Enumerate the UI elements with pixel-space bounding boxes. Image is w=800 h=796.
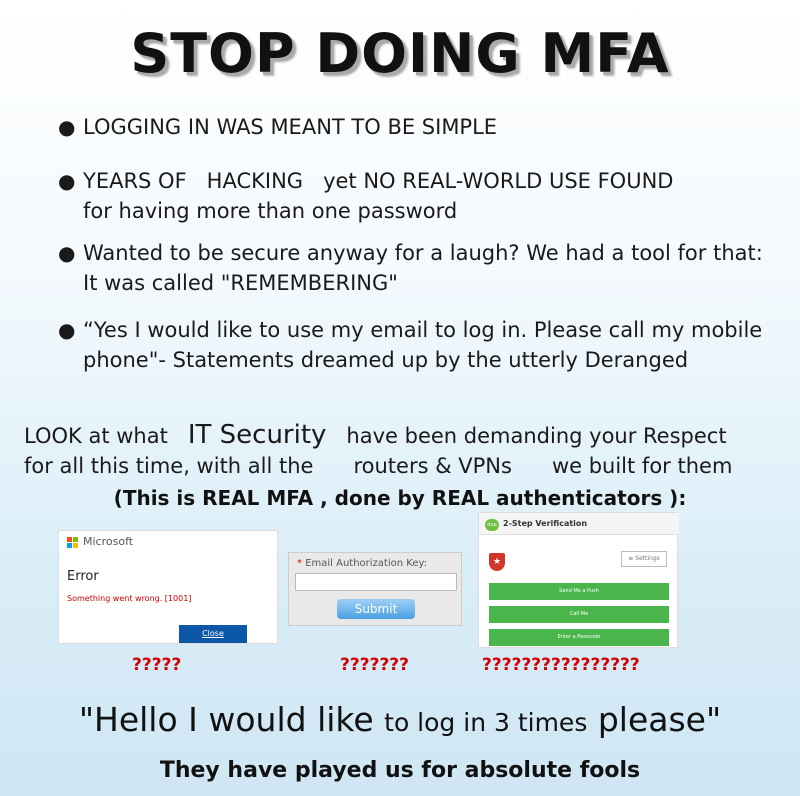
send-push-button[interactable]: Send Me a Push (489, 583, 669, 600)
question-marks: ????? (132, 655, 182, 675)
settings-icon: ≡ (628, 555, 634, 562)
page-title: STOP DOING MFA (130, 22, 670, 85)
hello-text: please" (597, 700, 722, 739)
real-mfa-caption: (This is REAL MFA , done by REAL authenticators ): (113, 486, 687, 510)
bullet-text: for having more than one password (83, 199, 458, 223)
microsoft-logo-icon (67, 537, 79, 549)
enter-passcode-button[interactable]: Enter a Passcode (489, 629, 669, 646)
duo-title: 2-Step Verification (503, 519, 588, 528)
submit-button[interactable]: Submit (337, 599, 415, 619)
duo-logo-icon: duo (485, 519, 499, 531)
bullet-item (58, 166, 773, 226)
hello-text: "Hello I would like (78, 700, 374, 739)
look-text: LOOK at what (24, 424, 168, 448)
question-marks: ???????????????? (482, 655, 640, 675)
bullet-dot-icon: ● (58, 115, 76, 139)
bullet-item (58, 238, 773, 298)
look-text: for all this time, with all the (24, 454, 314, 478)
bullet-text: Wanted to be secure anyway for a laugh? We had a tool for that: It was called "REMEMBERING" (83, 241, 763, 295)
question-marks: ??????? (340, 655, 410, 675)
hello-quote (0, 700, 800, 739)
bullet-item (58, 112, 773, 142)
microsoft-error-panel (58, 530, 278, 644)
shield-icon: ★ (489, 553, 505, 571)
bullet-dot-icon: ● (58, 169, 76, 193)
hello-text: to log in 3 times (384, 708, 588, 737)
bullet-dot-icon: ● (58, 241, 76, 265)
duo-verification-panel (478, 512, 678, 648)
look-text: IT Security (187, 420, 327, 450)
bullet-dot-icon: ● (58, 318, 76, 342)
settings-button: Settings (635, 555, 660, 562)
call-me-button[interactable]: Call Me (489, 606, 669, 623)
bullet-text: YEARS OF (83, 169, 187, 193)
bullet-text: LOGGING IN WAS MEANT TO BE SIMPLE (83, 115, 498, 139)
look-text: we built for them (551, 454, 733, 478)
footer-caption: They have played us for absolute fools (159, 758, 641, 783)
close-button[interactable]: Close (179, 625, 247, 643)
bullet-item (58, 315, 773, 375)
email-key-input[interactable] (295, 573, 457, 591)
look-text: routers & VPNs (353, 454, 512, 478)
email-key-panel (288, 552, 462, 626)
error-heading: Error (67, 569, 99, 584)
required-asterisk-icon: * (297, 558, 302, 569)
bullet-text: “Yes I would like to use my email to log in. Please call my mobile phone"- Statements dreamed up by the utterly Deranged (83, 318, 763, 372)
look-text: have been demanding your Respect (346, 424, 727, 448)
bullet-text: yet NO REAL-WORLD USE FOUND (323, 169, 674, 193)
error-message: Something went wrong. [1001] (67, 594, 192, 603)
microsoft-brand: Microsoft (83, 535, 134, 548)
email-key-label: Email Authorization Key: (305, 558, 428, 569)
bullet-text: HACKING (206, 169, 304, 193)
